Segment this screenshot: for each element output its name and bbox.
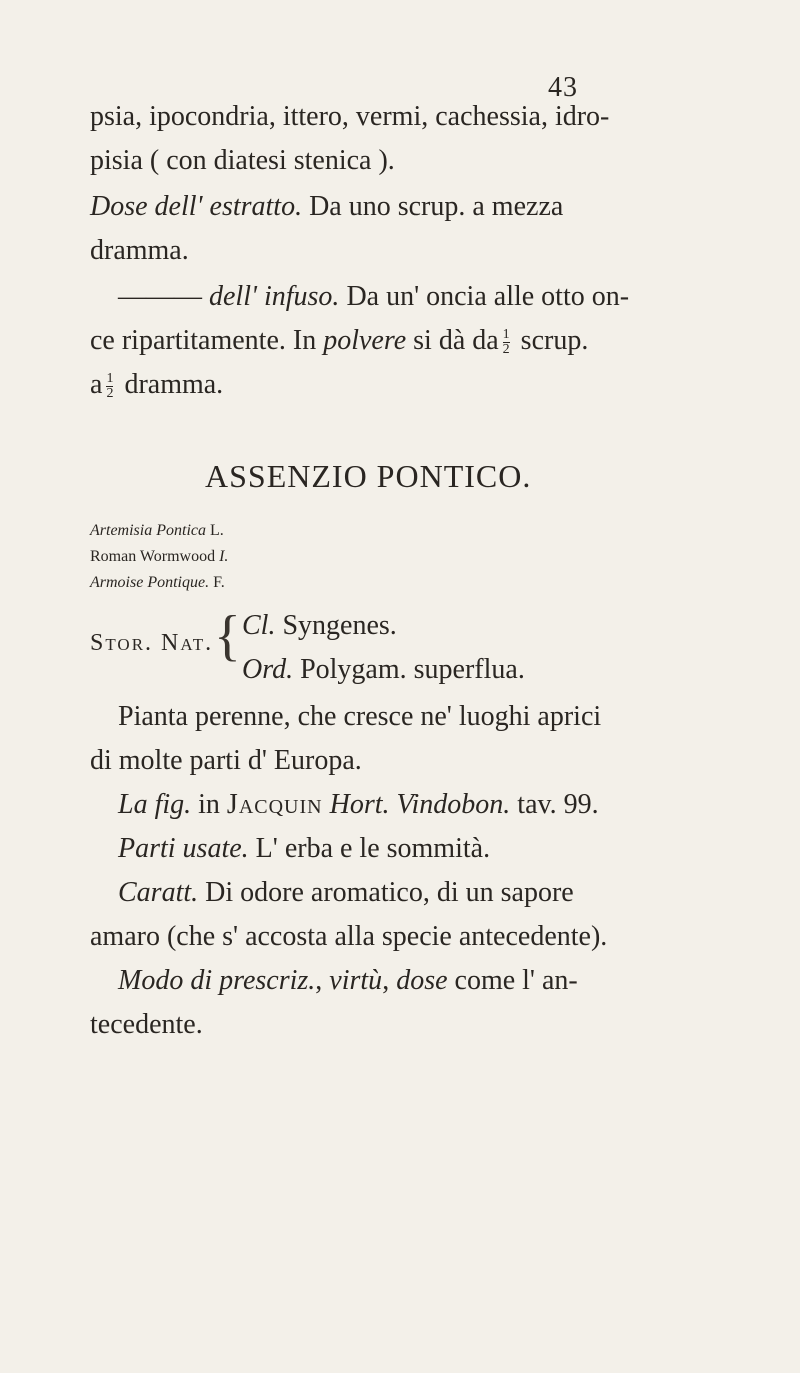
section-title: ASSENZIO PONTICO. (205, 458, 532, 494)
synonym-name: Artemisia Pontica (90, 522, 206, 539)
dose-estratto-text: Da uno scrup. a mezza (302, 191, 564, 222)
synonym-author: L. (205, 522, 224, 539)
brace-icon: { (214, 605, 241, 667)
synonym-english (90, 546, 228, 568)
fraction (503, 328, 510, 357)
stor-nat-label: Stor. Nat. (90, 630, 214, 656)
text-line-2: pisia ( con diatesi stenica ). (90, 145, 395, 176)
text-line-1: psia, ipocondria, ittero, vermi, cachessia, idro- (90, 101, 610, 132)
order-value: Polygam. superflua. (293, 654, 525, 685)
fraction-den: 2 (106, 386, 114, 402)
modo-label: Modo di prescriz. (118, 965, 316, 996)
fig-line (118, 788, 599, 822)
last-post: dramma. (117, 369, 224, 400)
order-label: Ord. (242, 654, 294, 685)
parti-label: Parti usate. (118, 833, 249, 864)
polvere-post: scrup. (513, 325, 589, 356)
last-pre: a (90, 369, 103, 400)
class-value: Syngenes. (275, 610, 397, 641)
modo-line (118, 964, 578, 998)
dose-infuso-text: Da un' oncia alle otto on- (339, 281, 630, 312)
page-number: 43 (548, 72, 578, 103)
fig-label: La fig. (118, 789, 192, 820)
synonym-name: Armoise Pontique. (90, 574, 210, 591)
class-label: Cl. (242, 610, 276, 641)
order-line (242, 654, 525, 686)
body-line-8: tecedente. (90, 1009, 203, 1040)
fig-in: in (191, 789, 227, 820)
fraction-den: 2 (502, 342, 510, 358)
dose-infuso-line (118, 280, 629, 314)
synonym-latin (90, 520, 224, 542)
dramma-line: dramma. (90, 235, 189, 266)
fig-tav: tav. 99. (510, 789, 599, 820)
last-dose-line (90, 368, 223, 402)
class-line (242, 610, 397, 642)
body-line-6: amaro (che s' accosta alla specie antecedente). (90, 921, 608, 952)
caratt-line (118, 876, 574, 910)
synonym-name: Roman Wormwood (90, 548, 216, 565)
dash: ——— (118, 281, 202, 312)
polvere-label: polvere (323, 325, 407, 356)
caratt-label: Caratt. (118, 877, 199, 908)
parti-line (118, 832, 490, 866)
fraction (106, 372, 113, 401)
polvere-pre: ce ripartitamente. In (90, 325, 324, 356)
fig-author: Jacquin (226, 789, 323, 820)
dose-label: dose (396, 965, 448, 996)
virtu-label: virtù (329, 965, 383, 996)
modo-sep: , (382, 965, 397, 996)
modo-sep: , (315, 965, 330, 996)
body-line-1: Pianta perenne, che cresce ne' luoghi aprici (118, 701, 602, 732)
dose-estratto-line (90, 190, 563, 224)
body-line-2: di molte parti d' Europa. (90, 745, 362, 776)
dose-infuso-label: dell' infuso. (209, 281, 340, 312)
polvere-mid: si dà da (406, 325, 499, 356)
synonym-author: I. (215, 548, 229, 565)
modo-text: come l' an- (447, 965, 578, 996)
caratt-text: Di odore aromatico, di un sapore (198, 877, 574, 908)
fig-work: Hort. Vindobon. (322, 789, 511, 820)
fraction-num: 1 (502, 327, 510, 343)
synonym-french (90, 572, 225, 594)
synonym-author: F. (209, 574, 225, 591)
parti-text: L' erba e le sommità. (248, 833, 491, 864)
polvere-line (90, 324, 588, 358)
fraction-num: 1 (106, 371, 114, 387)
dose-estratto-label: Dose dell' estratto. (90, 191, 303, 222)
